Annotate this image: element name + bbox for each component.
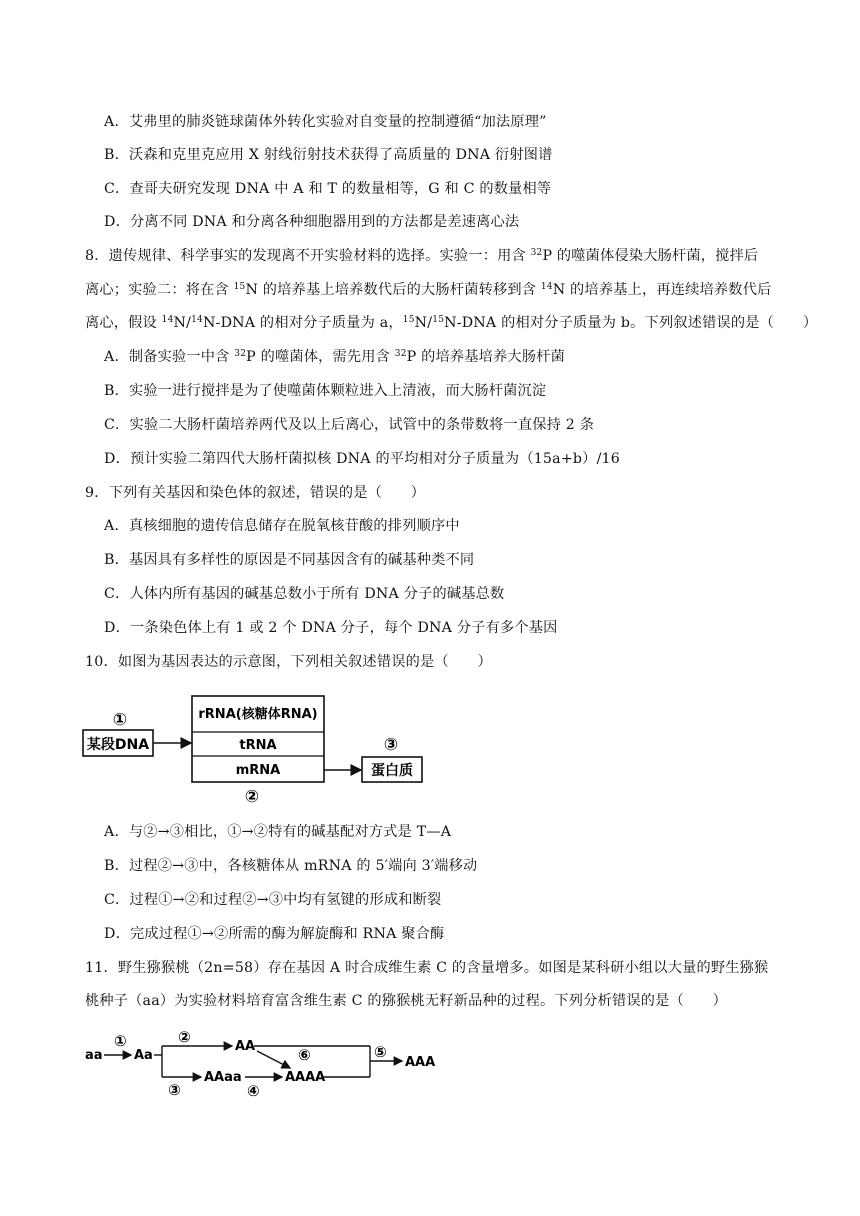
- q10-option-b: B．过程②→③中，各核糖体从 mRNA 的 5′端向 3′端移动: [104, 858, 478, 874]
- q11-stem-line2: 桃种子（aa）为实验材料培育富含维生素 C 的猕猴桃无籽新品种的过程。下列分析错误的是（ ）: [85, 993, 728, 1009]
- breeding-process-diagram: [82, 1024, 442, 1104]
- q7-option-b: B．沃森和克里克应用 X 射线衍射技术获得了高质量的 DNA 衍射图谱: [104, 147, 553, 163]
- step-3-label: ③: [168, 1081, 181, 1099]
- genotype-AA: AA: [235, 1039, 256, 1054]
- q9-option-d: D．一条染色体上有 1 或 2 个 DNA 分子，每个 DNA 分子有多个基因: [104, 620, 558, 636]
- q9-option-a: A．真核细胞的遗传信息储存在脱氧核苷酸的排列顺序中: [104, 518, 460, 534]
- diagram-label-1: ①: [112, 710, 128, 730]
- q11-stem-line1: 11．野生猕猴桃（2n=58）存在基因 A 时合成维生素 C 的含量增多。如图是某科研小组以大量的野生猕猴: [85, 960, 769, 976]
- genotype-aa: aa: [85, 1048, 103, 1063]
- genotype-AAAA: AAAA: [285, 1070, 326, 1085]
- q8-option-b: B．实验一进行搅拌是为了使噬菌体颗粒进入上清液，而大肠杆菌沉淀: [104, 383, 547, 399]
- step-2-label: ②: [178, 1028, 191, 1046]
- q7-option-a: A．艾弗里的肺炎链球菌体外转化实验对自变量的控制遵循“加法原理”: [104, 114, 547, 130]
- genotype-Aa: Aa: [134, 1048, 153, 1063]
- q10-stem: 10．如图为基因表达的示意图，下列相关叙述错误的是（ ）: [85, 654, 492, 670]
- q8-stem-line2: 离心；实验二：将在含 $^{15}$N 的培养基上培养数代后的大肠杆菌转移到含 $^{14}$N 的培养基上，再连续培养数代后: [85, 282, 772, 298]
- dna-box-label: 某段DNA: [86, 737, 150, 753]
- q8-stem-line3: 离心，假设 $^{14}$N/$^{14}$N-DNA 的相对分子质量为 a，$^{15}$N/$^{15}$N-DNA 的相对分子质量为 b。下列叙述错误的是（ ）: [85, 315, 818, 331]
- q8-stem-line1: 8．遗传规律、科学事实的发现离不开实验材料的选择。实验一：用含 $^{32}$P 的噬菌体侵染大肠杆菌，搅拌后: [85, 248, 759, 264]
- q10-option-a: A．与②→③相比，①→②特有的碱基配对方式是 T—A: [104, 824, 452, 840]
- gene-expression-diagram: [80, 688, 460, 810]
- q9-option-b: B．基因具有多样性的原因是不同基因含有的碱基种类不同: [104, 552, 475, 568]
- step-1-label: ①: [114, 1032, 127, 1050]
- step-4-label: ④: [247, 1082, 260, 1100]
- diagram-label-3: ③: [383, 735, 399, 755]
- diagram-label-2: ②: [244, 787, 260, 807]
- q8-option-c: C．实验二大肠杆菌培养两代及以上后离心，试管中的条带数将一直保持 2 条: [104, 417, 595, 433]
- rrna-label: rRNA(核糖体RNA): [198, 707, 318, 722]
- q7-option-c: C．查哥夫研究发现 DNA 中 A 和 T 的数量相等，G 和 C 的数量相等: [104, 181, 552, 197]
- q8-option-d: D．预计实验二第四代大肠杆菌拟核 DNA 的平均相对分子质量为（15a+b）/16: [104, 451, 621, 467]
- protein-box-label: 蛋白质: [371, 763, 413, 779]
- step-6-label: ⑥: [298, 1046, 311, 1064]
- q8-option-a: A．制备实验一中含 $^{32}$P 的噬菌体，需先用含 $^{32}$P 的培养基培养大肠杆菌: [104, 349, 565, 365]
- q9-option-c: C．人体内所有基因的碱基总数小于所有 DNA 分子的碱基总数: [104, 586, 505, 602]
- genotype-AAA: AAA: [405, 1055, 436, 1070]
- genotype-AAaa: AAaa: [204, 1070, 242, 1085]
- q9-stem: 9．下列有关基因和染色体的叙述，错误的是（ ）: [85, 485, 426, 501]
- step-5-label: ⑤: [374, 1043, 387, 1061]
- trna-label: tRNA: [239, 738, 277, 753]
- q7-option-d: D．分离不同 DNA 和分离各种细胞器用到的方法都是差速离心法: [104, 214, 520, 230]
- q10-option-d: D．完成过程①→②所需的酶为解旋酶和 RNA 聚合酶: [104, 926, 445, 942]
- q10-option-c: C．过程①→②和过程②→③中均有氢键的形成和断裂: [104, 892, 442, 908]
- mrna-label: mRNA: [235, 763, 281, 778]
